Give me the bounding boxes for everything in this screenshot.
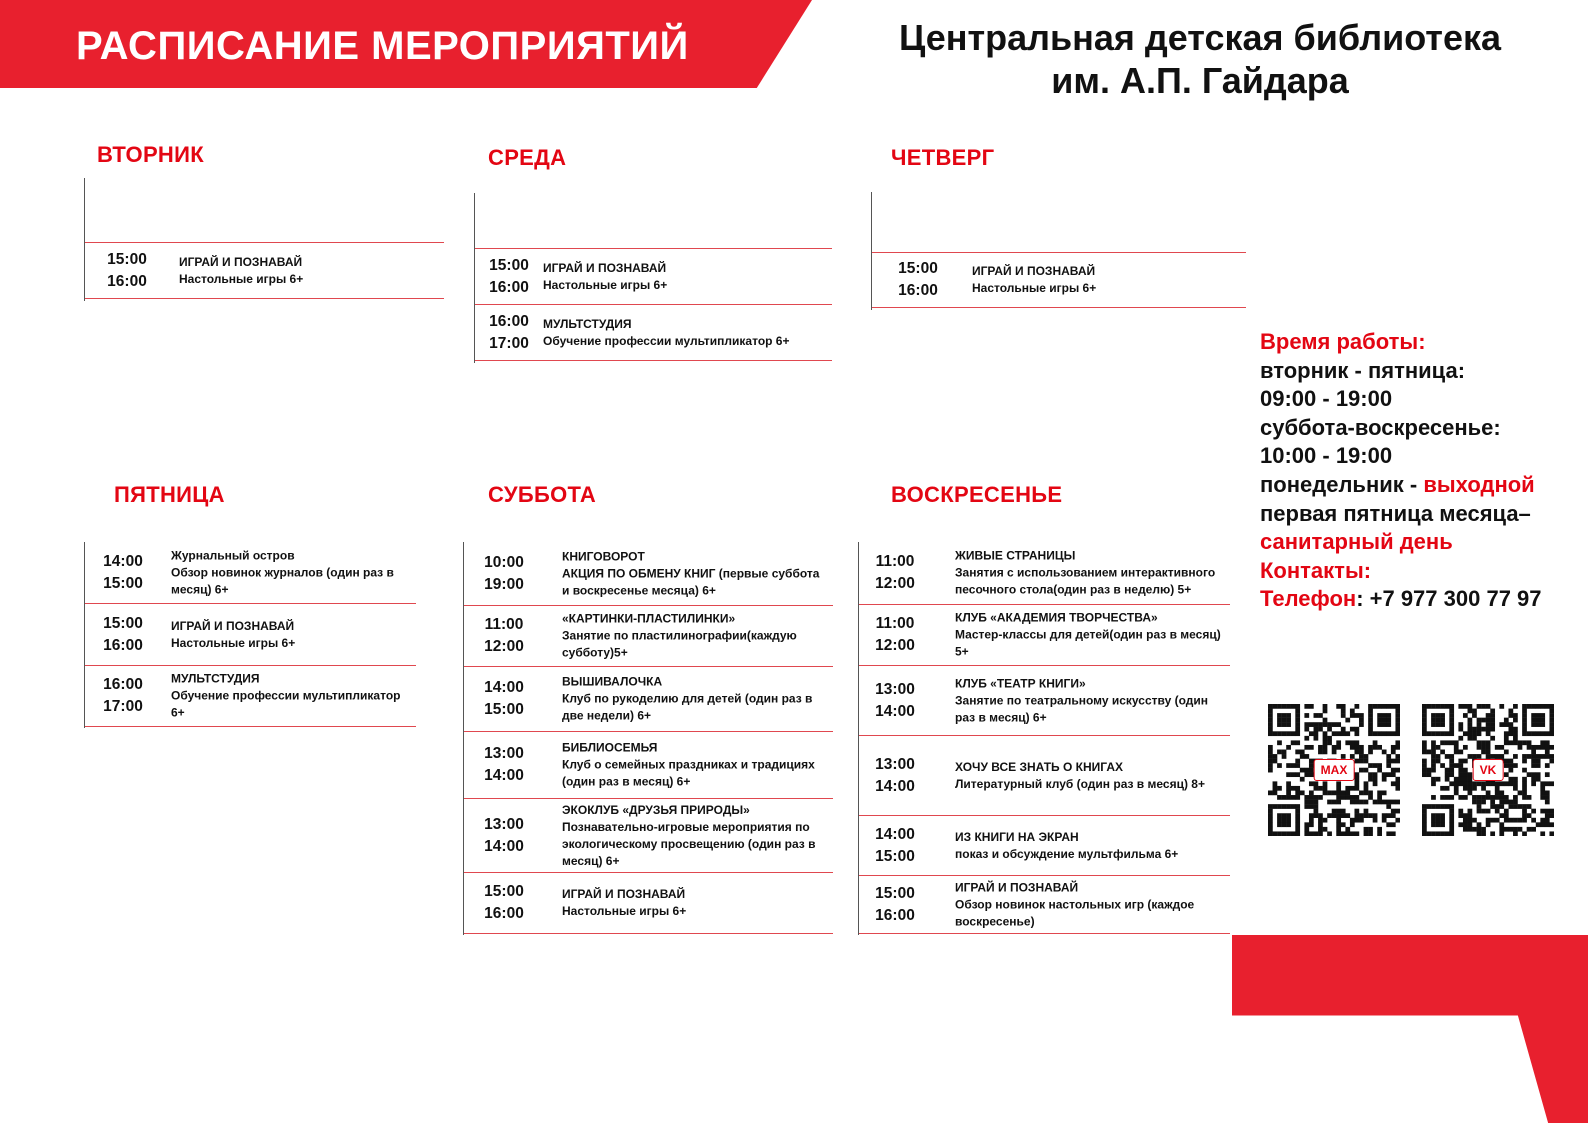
- event-description: Настольные игры 6+: [543, 277, 668, 292]
- event-start-time: 10:00: [484, 553, 524, 571]
- schedule-row: [872, 252, 1246, 308]
- event-title: ИЗ КНИГИ НА ЭКРАН: [955, 829, 1079, 844]
- event-title: КЛУБ «АКАДЕМИЯ ТВОРЧЕСТВА»: [955, 610, 1158, 625]
- sanitary-day: санитарный день: [1260, 529, 1453, 555]
- schedule-row: [85, 242, 444, 299]
- event-time: [855, 824, 935, 868]
- event-end-time: 14:00: [875, 777, 915, 795]
- schedule-wednesday: [474, 193, 832, 363]
- day-title-saturday: СУББОТА: [488, 482, 597, 507]
- monday-line: [1260, 471, 1580, 500]
- event-info: [543, 260, 828, 294]
- event-description: две недели) 6+: [562, 708, 652, 723]
- phone-value[interactable]: : +7 977 300 77 97: [1356, 586, 1542, 612]
- event-time: [83, 551, 163, 595]
- event-description: Клуб по рукоделию для детей (один раз в: [562, 691, 813, 706]
- event-title: ЖИВЫЕ СТРАНИЦЫ: [955, 548, 1076, 563]
- event-description: месяц) 6+: [562, 853, 620, 868]
- event-time: [87, 249, 167, 293]
- event-info: [171, 618, 412, 652]
- qr-code-vk[interactable]: [1422, 704, 1554, 836]
- event-end-time: 12:00: [484, 638, 524, 655]
- event-description: Обзор новинок настольных игр (каждое: [955, 897, 1195, 911]
- event-end-time: 16:00: [875, 906, 915, 924]
- hours-label: Время работы:: [1260, 329, 1426, 354]
- event-start-time: 13:00: [875, 755, 915, 773]
- event-end-time: 14:00: [484, 767, 524, 784]
- event-description: субботу)5+: [562, 645, 628, 660]
- weekend-time: 10:00 - 19:00: [1260, 443, 1393, 469]
- event-end-time: 15:00: [103, 574, 143, 592]
- event-start-time: 15:00: [898, 260, 938, 277]
- event-description: Настольные игры 6+: [171, 635, 296, 650]
- event-end-time: 12:00: [875, 637, 915, 654]
- library-name-line2: им. А.П. Гайдара: [1051, 60, 1349, 101]
- event-info: [972, 263, 1242, 297]
- schedule-row: [859, 736, 1230, 816]
- event-description: Литературный клуб (один раз в месяц) 8+: [955, 776, 1205, 791]
- event-description: раз в месяц) 6+: [955, 710, 1047, 724]
- event-title: КЛУБ «ТЕАТР КНИГИ»: [955, 676, 1086, 690]
- event-info: [562, 886, 829, 920]
- event-time: [464, 677, 544, 721]
- event-end-time: 15:00: [875, 847, 915, 865]
- event-description: Занятие по пластилинографии(каждую: [562, 628, 797, 643]
- event-description: Настольные игры 6+: [179, 271, 304, 286]
- contacts-label: Контакты:: [1260, 557, 1372, 583]
- schedule-row: [859, 542, 1230, 605]
- event-description: и воскресенье месяца) 6+: [562, 583, 716, 597]
- event-description: Обзор новинок журналов (один раз в: [171, 565, 394, 579]
- event-info: [562, 740, 829, 791]
- event-start-time: 14:00: [103, 552, 143, 570]
- event-title: КНИГОВОРОТ: [562, 549, 645, 563]
- event-start-time: 14:00: [875, 825, 915, 843]
- schedule-thursday: [871, 192, 1246, 310]
- qr-code-max[interactable]: [1268, 704, 1400, 836]
- day-title-sunday: ВОСКРЕСЕНЬЕ: [891, 482, 1063, 507]
- schedule-row: [464, 873, 833, 934]
- event-time: [855, 754, 935, 798]
- event-description: воскресенье): [955, 914, 1035, 928]
- event-description: Настольные игры 6+: [972, 281, 1097, 295]
- event-end-time: 14:00: [484, 837, 524, 855]
- event-info: [955, 759, 1226, 793]
- event-end-time: 16:00: [484, 905, 524, 922]
- event-end-time: 12:00: [875, 575, 915, 592]
- event-title: ЭКОКЛУБ «ДРУЗЬЯ ПРИРОДЫ»: [562, 802, 750, 817]
- event-info: [955, 610, 1226, 661]
- schedule-row: [85, 542, 416, 604]
- event-title: «КАРТИНКИ-ПЛАСТИЛИНКИ»: [562, 611, 736, 626]
- event-time: [83, 674, 163, 718]
- event-title: ИГРАЙ И ПОЗНАВАЙ: [179, 254, 303, 269]
- event-description: песочного стола(один раз в неделю) 5+: [955, 582, 1192, 597]
- event-time: [855, 551, 935, 595]
- schedule-row: [85, 666, 416, 727]
- event-end-time: 16:00: [103, 636, 143, 654]
- event-start-time: 16:00: [489, 312, 529, 330]
- event-time: [464, 814, 544, 858]
- event-description: Настольные игры 6+: [562, 904, 687, 918]
- event-end-time: 16:00: [107, 272, 147, 290]
- event-time: [855, 679, 935, 723]
- schedule-saturday: [463, 542, 833, 935]
- event-time: [464, 881, 544, 925]
- schedule-row: [859, 876, 1230, 934]
- schedule-row: [464, 667, 833, 732]
- event-description: Обучение профессии мультипликатор: [171, 688, 401, 703]
- day-title-friday: ПЯТНИЦА: [114, 482, 225, 507]
- phone-label: Телефон: [1260, 586, 1357, 612]
- monday-label: понедельник -: [1260, 471, 1424, 497]
- event-description: экологическому просвещению (один раз в: [562, 836, 816, 851]
- schedule-row: [464, 732, 833, 799]
- event-time: [855, 883, 935, 927]
- event-end-time: 15:00: [484, 701, 524, 718]
- event-end-time: 17:00: [103, 698, 143, 715]
- event-info: [171, 547, 412, 598]
- event-time: [464, 743, 544, 787]
- event-info: [955, 675, 1226, 726]
- event-time: [878, 258, 958, 302]
- event-description: Познавательно-игровые мероприятия по: [562, 819, 810, 834]
- event-description: 6+: [171, 705, 185, 720]
- monday-value: выходной: [1423, 471, 1535, 497]
- event-description: показ и обсуждение мультфильма 6+: [955, 846, 1179, 861]
- event-description: Мастер-классы для детей(один раз в месяц): [955, 627, 1221, 642]
- first-friday: первая пятница месяца–: [1260, 500, 1531, 526]
- phone-line: [1260, 585, 1580, 614]
- event-info: [955, 829, 1226, 863]
- event-info: [955, 548, 1226, 599]
- event-info: [179, 254, 440, 288]
- event-title: МУЛЬТСТУДИЯ: [171, 671, 260, 686]
- event-start-time: 11:00: [875, 615, 915, 632]
- event-info: [562, 802, 829, 870]
- event-info: [562, 611, 829, 662]
- weekdays-time: 09:00 - 19:00: [1260, 386, 1393, 412]
- event-description: (один раз в месяц) 6+: [562, 774, 691, 789]
- schedule-row: [464, 799, 833, 873]
- day-title-thursday: ЧЕТВЕРГ: [891, 145, 995, 170]
- event-end-time: 14:00: [875, 702, 915, 720]
- schedule-row: [464, 542, 833, 606]
- event-description: Обучение профессии мультипликатор 6+: [543, 333, 790, 348]
- event-start-time: 15:00: [103, 614, 143, 632]
- event-title: ХОЧУ ВСЕ ЗНАТЬ О КНИГАХ: [955, 759, 1124, 774]
- event-title: БИБЛИОСЕМЬЯ: [562, 740, 658, 755]
- event-start-time: 15:00: [875, 884, 915, 902]
- schedule-row: [464, 606, 833, 667]
- event-title: МУЛЬТСТУДИЯ: [543, 316, 632, 331]
- event-description: Занятие по театральному искусству (один: [955, 693, 1209, 707]
- page-title: РАСПИСАНИЕ МЕРОПРИЯТИЙ: [76, 24, 689, 68]
- qr-label-vk: VK: [1473, 759, 1504, 781]
- event-title: ИГРАЙ И ПОЗНАВАЙ: [562, 887, 686, 901]
- event-start-time: 11:00: [484, 616, 524, 633]
- schedule-row: [859, 605, 1230, 666]
- event-title: ИГРАЙ И ПОЗНАВАЙ: [972, 264, 1096, 278]
- event-title: ИГРАЙ И ПОЗНАВАЙ: [955, 880, 1079, 894]
- schedule-row: [859, 666, 1230, 736]
- event-start-time: 11:00: [875, 553, 915, 570]
- event-start-time: 15:00: [107, 250, 147, 268]
- event-description: Клуб о семейных праздниках и традициях: [562, 757, 815, 772]
- weekend-label: суббота-воскресенье:: [1260, 414, 1501, 440]
- event-start-time: 15:00: [484, 883, 524, 900]
- event-info: [955, 879, 1226, 930]
- event-info: [543, 316, 828, 350]
- schedule-friday: [84, 542, 416, 728]
- event-time: [464, 614, 544, 658]
- event-start-time: 14:00: [484, 679, 524, 696]
- library-name-line1: Центральная детская библиотека: [898, 17, 1502, 58]
- event-time: [469, 311, 549, 355]
- event-time: [855, 613, 935, 657]
- event-start-time: 13:00: [484, 745, 524, 762]
- event-start-time: 13:00: [875, 680, 915, 698]
- event-start-time: 15:00: [489, 256, 529, 274]
- day-title-wednesday: СРЕДА: [488, 145, 567, 170]
- event-info: [171, 671, 412, 722]
- schedule-row: [859, 816, 1230, 876]
- event-title: ИГРАЙ И ПОЗНАВАЙ: [543, 260, 667, 275]
- weekdays-label: вторник - пятница:: [1260, 357, 1466, 383]
- event-title: Журнальный остров: [171, 548, 295, 562]
- schedule-tuesday: [84, 178, 444, 301]
- event-description: месяц) 6+: [171, 582, 229, 596]
- event-start-time: 13:00: [484, 815, 524, 833]
- event-time: [464, 552, 544, 596]
- day-title-tuesday: ВТОРНИК: [97, 142, 204, 167]
- schedule-row: [475, 305, 832, 361]
- event-end-time: 16:00: [898, 282, 938, 299]
- decorative-corner: [1232, 935, 1588, 1123]
- event-info: [562, 674, 829, 725]
- event-title: ИГРАЙ И ПОЗНАВАЙ: [171, 618, 295, 633]
- event-end-time: 19:00: [484, 575, 524, 593]
- schedule-row: [475, 248, 832, 305]
- event-time: [83, 613, 163, 657]
- schedule-sunday: [858, 542, 1230, 935]
- event-start-time: 16:00: [103, 676, 143, 693]
- event-description: 5+: [955, 644, 969, 659]
- event-info: [562, 548, 829, 599]
- event-end-time: 17:00: [489, 334, 529, 352]
- event-title: ВЫШИВАЛОЧКА: [562, 674, 663, 689]
- event-end-time: 16:00: [489, 278, 529, 296]
- library-name: [870, 16, 1530, 102]
- qr-label-max: MAX: [1314, 759, 1355, 781]
- schedule-row: [85, 604, 416, 666]
- event-description: АКЦИЯ ПО ОБМЕНУ КНИГ (первые суббота: [562, 566, 820, 580]
- event-time: [469, 255, 549, 299]
- opening-hours: [1260, 328, 1580, 614]
- event-description: Занятия с использованием интерактивного: [955, 565, 1216, 580]
